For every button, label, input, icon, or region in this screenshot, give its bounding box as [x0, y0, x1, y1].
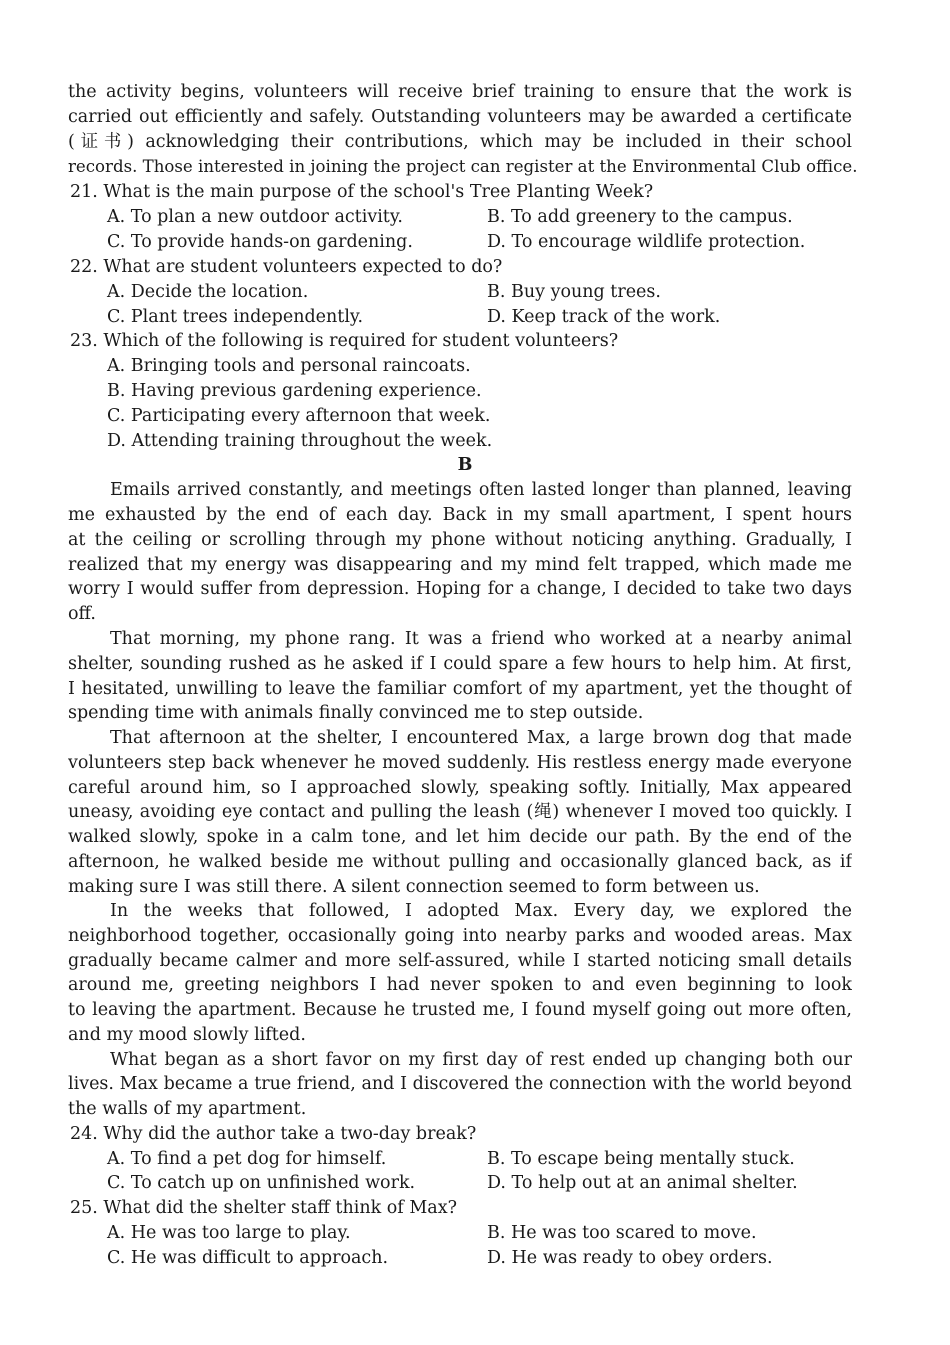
- passage-b-line: That afternoon at the shelter, I encountered Max, a large brown dog that made: [110, 728, 852, 748]
- passage-b-line: spending time with animals finally convinced me to step outside.: [68, 703, 644, 723]
- passage-b-line: lives. Max became a true friend, and I discovered the connection with the world beyond: [68, 1074, 852, 1094]
- question-22-option-b: B. Buy young trees.: [487, 282, 661, 302]
- question-23-option-c: C. Participating every afternoon that week.: [107, 406, 491, 426]
- passage-b-line: making sure I was still there. A silent connection seemed to form between us.: [68, 877, 760, 897]
- passage-b-line: I hesitated, unwilling to leave the familiar comfort of my apartment, yet the thought of: [68, 679, 852, 699]
- passage-b-line: and my mood slowly lifted.: [68, 1025, 306, 1045]
- question-23-stem: 23. Which of the following is required for student volunteers?: [70, 331, 619, 351]
- passage-b-line: to leaving the apartment. Because he trusted me, I found myself going out more often,: [68, 1000, 852, 1020]
- passage-b-line: Emails arrived constantly, and meetings often lasted longer than planned, leaving: [110, 480, 852, 500]
- passage-b-line: What began as a short favor on my first day of rest ended up changing both our: [110, 1050, 852, 1070]
- passage-b-line: at the ceiling or scrolling through my phone without noticing anything. Gradually, I: [68, 530, 852, 550]
- question-25-option-b: B. He was too scared to move.: [487, 1223, 757, 1243]
- passage-b-line: volunteers step back whenever he moved suddenly. His restless energy made everyone: [68, 753, 852, 773]
- passage-b-line: careful around him, so I approached slowly, speaking softly. Initially, Max appeared: [68, 778, 852, 798]
- passage-b-line: me exhausted by the end of each day. Back in my small apartment, I spent hours: [68, 505, 852, 525]
- question-21-stem: 21. What is the main purpose of the school's Tree Planting Week?: [70, 182, 654, 202]
- passage-b-line: shelter, sounding rushed as he asked if I could spare a few hours to help him. At first,: [68, 654, 852, 674]
- question-21-option-d: D. To encourage wildlife protection.: [487, 232, 806, 252]
- question-23-option-a: A. Bringing tools and personal raincoats.: [107, 356, 471, 376]
- passage-b-line: realized that my energy was disappearing and my mind felt trapped, which made me: [68, 555, 852, 575]
- passage-b-line: around me, greeting neighbors I had never spoken to and even beginning to look: [68, 975, 852, 995]
- question-25-option-d: D. He was ready to obey orders.: [487, 1248, 773, 1268]
- question-25-option-c: C. He was difficult to approach.: [107, 1248, 389, 1268]
- passage-b-line: In the weeks that followed, I adopted Max. Every day, we explored the: [110, 901, 852, 921]
- question-21-option-b: B. To add greenery to the campus.: [487, 207, 793, 227]
- question-22-option-d: D. Keep track of the work.: [487, 307, 721, 327]
- question-22-option-a: A. Decide the location.: [107, 282, 309, 302]
- passage-b-line: uneasy, avoiding eye contact and pulling the leash (绳) whenever I moved too quickly. I: [68, 802, 852, 822]
- question-22-option-c: C. Plant trees independently.: [107, 307, 364, 327]
- passage-b-line: neighborhood together, occasionally going into nearby parks and wooded areas. Max: [68, 926, 852, 946]
- passage-b-line: afternoon, he walked beside me without pulling and occasionally glanced back, as if: [68, 852, 852, 872]
- question-24-option-a: A. To find a pet dog for himself.: [107, 1149, 387, 1169]
- question-24-option-c: C. To catch up on unfinished work.: [107, 1173, 416, 1193]
- question-25-option-a: A. He was too large to play.: [107, 1223, 351, 1243]
- question-23-option-b: B. Having previous gardening experience.: [107, 381, 482, 401]
- question-24-option-b: B. To escape being mentally stuck.: [487, 1149, 795, 1169]
- passage-b-line: walked slowly, spoke in a calm tone, and let him decide our path. By the end of the: [68, 827, 852, 847]
- section-b-heading: B: [457, 455, 473, 475]
- passage-a-line: carried out efficiently and safely. Outstanding volunteers may be awarded a certificate: [68, 107, 852, 127]
- question-24-stem: 24. Why did the author take a two-day break?: [70, 1124, 477, 1144]
- passage-b-line: the walls of my apartment.: [68, 1099, 307, 1119]
- passage-b-line: gradually became calmer and more self-assured, while I started noticing small details: [68, 951, 852, 971]
- passage-b-line: That morning, my phone rang. It was a friend who worked at a nearby animal: [110, 629, 852, 649]
- question-21-option-c: C. To provide hands-on gardening.: [107, 232, 413, 252]
- passage-a-line: the activity begins, volunteers will receive brief training to ensure that the work is: [68, 82, 852, 102]
- passage-a-line: (证书) acknowledging their contributions, which may be included in their school: [68, 132, 852, 152]
- passage-a-line: records. Those interested in joining the project can register at the Environmental Club office.: [68, 157, 858, 176]
- question-25-stem: 25. What did the shelter staff think of Max?: [70, 1198, 457, 1218]
- question-21-option-a: A. To plan a new outdoor activity.: [107, 207, 403, 227]
- question-24-option-d: D. To help out at an animal shelter.: [487, 1173, 798, 1193]
- passage-b-line: worry I would suffer from depression. Hoping for a change, I decided to take two days: [68, 579, 852, 599]
- question-22-stem: 22. What are student volunteers expected to do?: [70, 257, 503, 277]
- question-23-option-d: D. Attending training throughout the week.: [107, 431, 493, 451]
- passage-b-line: off.: [68, 604, 96, 624]
